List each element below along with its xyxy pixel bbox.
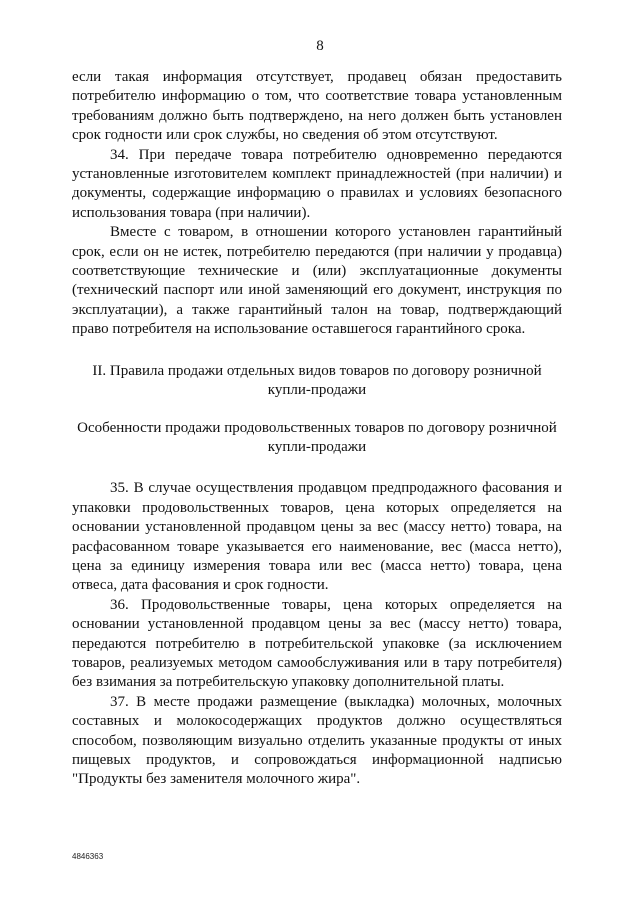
- section-heading: II. Правила продажи отдельных видов товаров по договору розничной купли-продажи: [92, 362, 542, 399]
- paragraph-37: 37. В месте продажи размещение (выкладка) молочных, молочных составных и молокосодержащих продуктов должно осуществляться способом, позволяющим визуально отделить указанные продукты от иных пищевых продуктов, и сопровождаться информационной надписью "Продукты без заменителя молочного жира".: [72, 693, 562, 788]
- page-number: 8: [316, 38, 324, 54]
- paragraph-36: 36. Продовольственные товары, цена которых определяется на основании установленной продавцом цены за вес (массу нетто) товара, передаются потребителю в потребительской упаковке (за исключением товаров, реализуемых методом самообслуживания или в тару потребителя) без взимания за потребительскую упаковку дополнительной платы.: [72, 596, 562, 691]
- subsection-heading: Особенности продажи продовольственных товаров по договору розничной купли-продажи: [77, 419, 557, 455]
- document-body: [72, 68, 562, 790]
- paragraph-34: 34. При передаче товара потребителю одновременно передаются установленные изготовителем комплект принадлежностей (при наличии) и документы, содержащие информацию о правилах и условиях безопасного использования товара (при наличии).: [72, 146, 562, 221]
- document-id: 4846363: [72, 852, 104, 861]
- paragraph-continuation: если такая информация отсутствует, продавец обязан предоставить потребителю информацию о том, что соответствие товара установленным требованиям должно быть подтверждено, на него должен быть установлен срок годности или срок службы, но сведения об этом отсутствуют.: [72, 69, 562, 144]
- paragraph-warranty: Вместе с товаром, в отношении которого установлен гарантийный срок, если он не истек, потребителю передаются (при наличии у продавца) соответствующие технические и (или) эксплуатационные документы (технический паспорт или иной заменяющий его документ, инструкция по эксплуатации), а также гарантийный талон на товар, подтверждающий право потребителя на использование оставшегося гарантийного срока.: [72, 224, 562, 338]
- paragraph-35: 35. В случае осуществления продавцом предпродажного фасования и упаковки продовольственных товаров, цена которых определяется на основании установленной продавцом цены за вес (массу нетто) товара, на расфасованном товаре указывается его наименование, вес (масса нетто), цена за единицу измерения товара или вес (масса нетто) товара, цена отвеса, дата фасования и срок годности.: [72, 480, 562, 594]
